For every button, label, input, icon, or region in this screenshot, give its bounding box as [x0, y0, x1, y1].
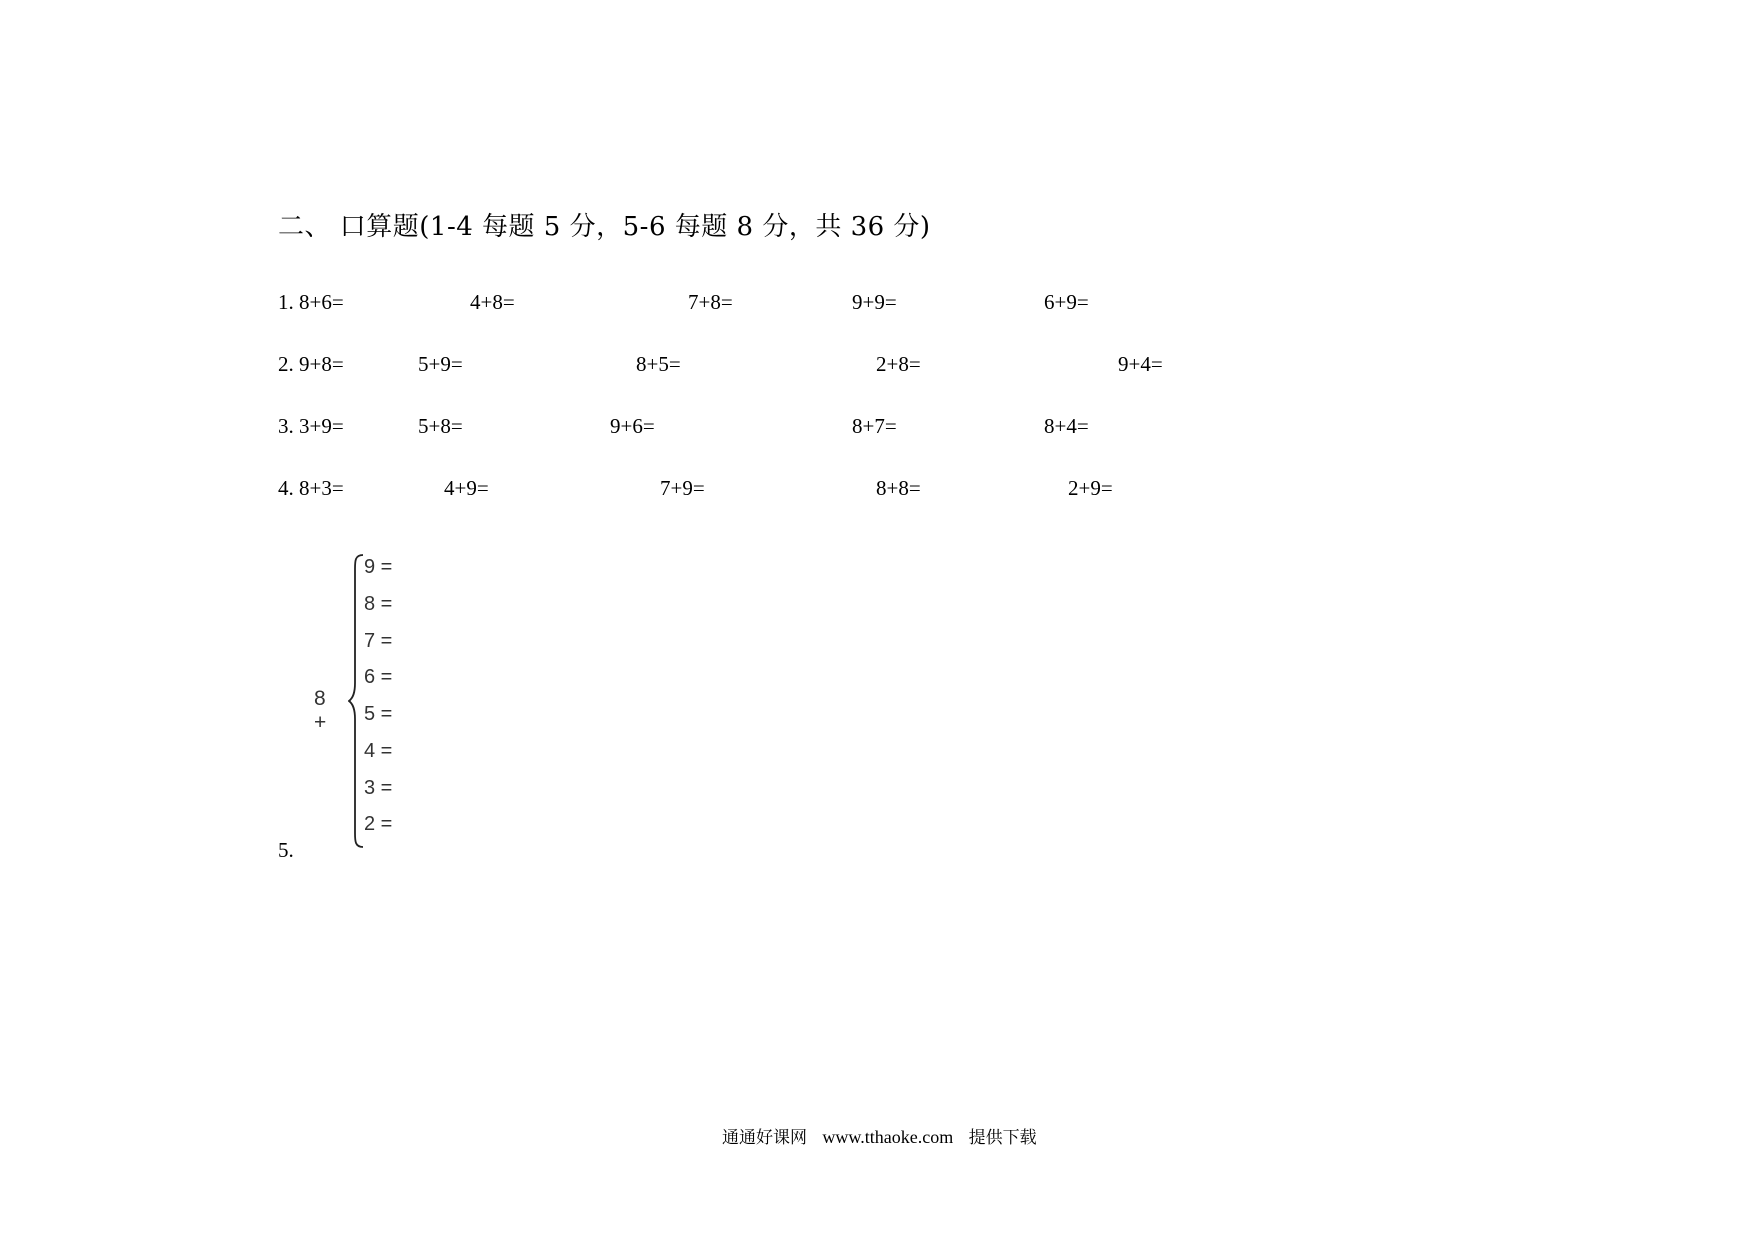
question-5-item: 3 =	[364, 777, 393, 799]
problem-item: 7+8=	[688, 290, 733, 314]
problem-item: 9+4=	[1118, 352, 1163, 376]
question-5-number: 5.	[278, 838, 294, 862]
problem-item: 4+8=	[470, 290, 515, 314]
problem-item: 8+4=	[1044, 414, 1089, 438]
section-title: 二、 口算题(1-4 每题 5 分，5-6 每题 8 分，共 36 分)	[278, 212, 931, 242]
footer-suffix: 提供下载	[968, 1128, 1037, 1148]
problem-item: 9+6=	[610, 414, 655, 438]
problem-label: 4. 8+3=	[278, 476, 344, 500]
problem-item: 8+8=	[876, 476, 921, 500]
question-5-item: 9 =	[364, 556, 393, 578]
problem-label: 1. 8+6=	[278, 290, 344, 314]
problem-item: 8+5=	[636, 352, 681, 376]
problem-label: 3. 3+9=	[278, 414, 344, 438]
footer-credit	[722, 1123, 1037, 1148]
question-5-item: 4 =	[364, 740, 393, 762]
problem-item: 4+9=	[444, 476, 489, 500]
problem-item: 5+8=	[418, 414, 463, 438]
question-5-item: 6 =	[364, 666, 393, 688]
problem-item: 5+9=	[418, 352, 463, 376]
question-5-item: 2 =	[364, 813, 393, 835]
problem-item: 2+9=	[1068, 476, 1113, 500]
problem-item: 9+9=	[852, 290, 897, 314]
question-5-base: 8 +	[314, 687, 327, 734]
question-5-item: 7 =	[364, 630, 393, 652]
footer-url-link[interactable]: www.tthaoke.com	[822, 1127, 954, 1147]
problem-item: 7+9=	[660, 476, 705, 500]
question-5-item: 5 =	[364, 703, 393, 725]
problem-label: 2. 9+8=	[278, 352, 344, 376]
question-5-item: 8 =	[364, 593, 393, 615]
footer-site-name: 通通好课网	[722, 1128, 807, 1148]
problem-item: 2+8=	[876, 352, 921, 376]
problem-item: 8+7=	[852, 414, 897, 438]
problem-item: 6+9=	[1044, 290, 1089, 314]
